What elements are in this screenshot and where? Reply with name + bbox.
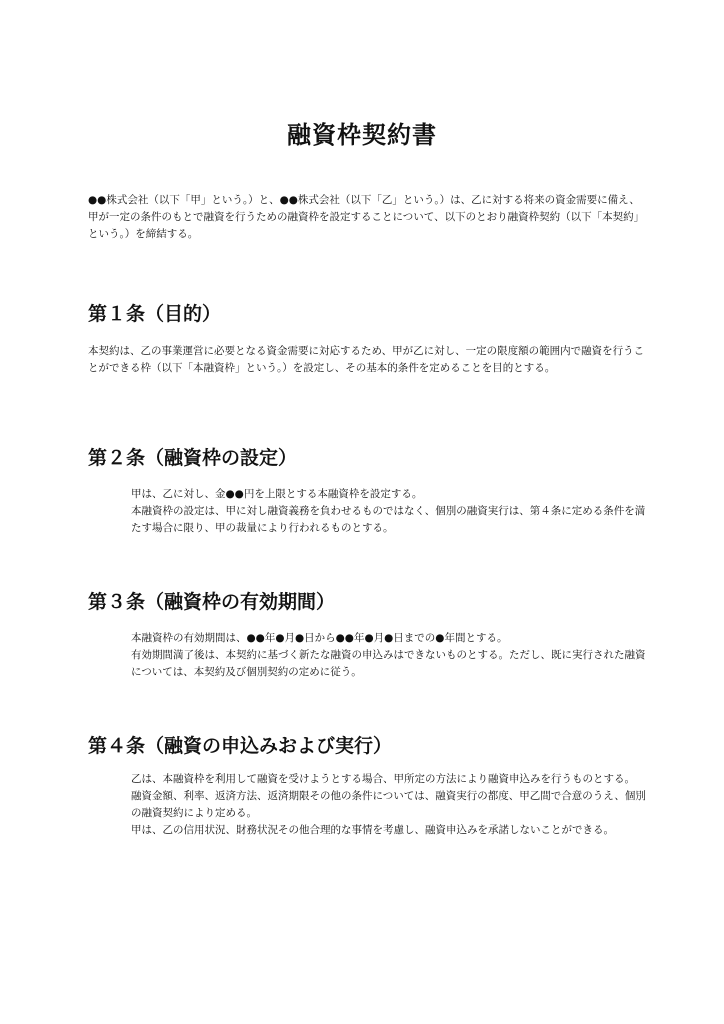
article-2-paragraph: 本融資枠の設定は、甲に対し融資義務を負わせるものではなく、個別の融資実行は、第４条に定める条件を満たす場合に限り、甲の裁量により行われるものとする。 <box>131 505 646 534</box>
article-1-body <box>88 343 648 377</box>
article-2-heading: 第２条（融資枠の設定） <box>88 447 298 469</box>
article-1-paragraph: 本契約は、乙の事業運営に必要となる資金需要に対応するため、甲が乙に対し、一定の限度額の範囲内で融資を行うことができる枠（以下「本融資枠」という。）を設定し、その基本的条件を定めることを目的とする。 <box>88 345 645 374</box>
article-4-paragraph: 融資金額、利率、返済方法、返済期限その他の条件については、融資実行の都度、甲乙間で合意のうえ、個別の融資契約により定める。 <box>131 790 646 819</box>
article-4-body <box>131 771 648 839</box>
article-3-body <box>131 630 648 681</box>
article-4-paragraph: 甲は、乙の信用状況、財務状況その他合理的な事情を考慮し、融資申込みを承諾しないことができる。 <box>131 824 614 836</box>
article-2-paragraph: 甲は、乙に対し、金●●円を上限とする本融資枠を設定する。 <box>131 488 423 500</box>
article-4-heading: 第４条（融資の申込みおよび実行） <box>88 735 393 757</box>
article-3-paragraph: 有効期間満了後は、本契約に基づく新たな融資の申込みはできないものとする。ただし、既に実行された融資については、本契約及び個別契約の定めに従う。 <box>131 649 646 678</box>
document-title: 融資枠契約書 <box>287 121 437 149</box>
article-3-paragraph: 本融資枠の有効期間は、●●年●月●日から●●年●月●日までの●年間とする。 <box>131 632 508 644</box>
article-2-body <box>131 486 648 537</box>
preamble: ●●株式会社（以下「甲」という。）と、●●株式会社（以下「乙」という。）は、乙に対する将来の資金需要に備え、甲が一定の条件のもとで融資を行うための融資枠を設定することについて、以下のとおり融資枠契約（以下「本契約」という。）を締結する。 <box>88 194 645 240</box>
article-3-heading: 第３条（融資枠の有効期間） <box>88 591 336 613</box>
article-1-heading: 第１条（目的） <box>88 303 222 325</box>
article-4-paragraph: 乙は、本融資枠を利用して融資を受けようとする場合、甲所定の方法により融資申込みを行うものとする。 <box>131 773 635 785</box>
